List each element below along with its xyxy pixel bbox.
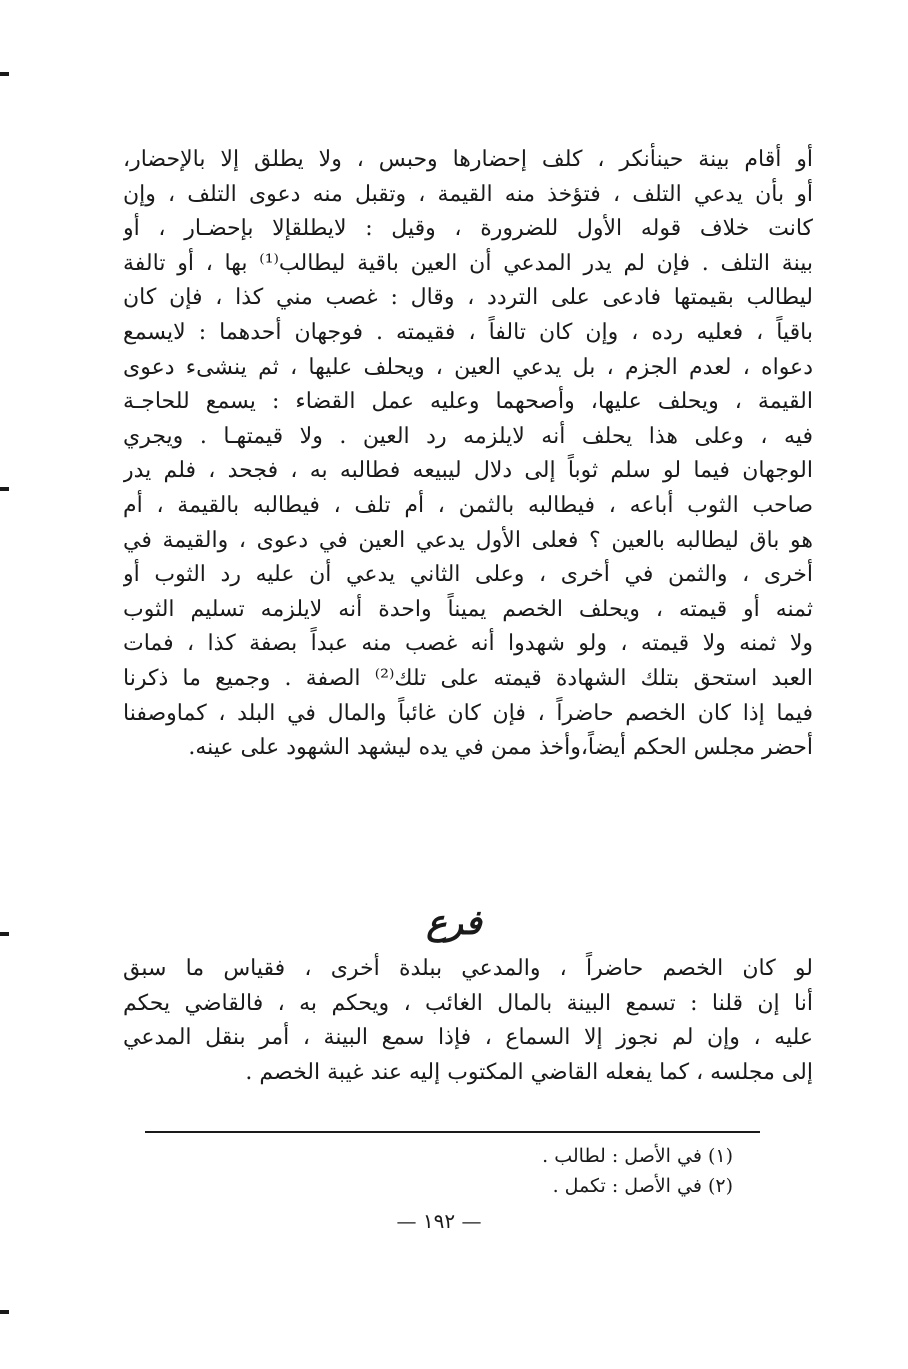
text-line: دعواه ، لعدم الجزم ، بل يدعي العين ، ويحلف عليها ، ثم ينشىء دعوى: [123, 354, 813, 380]
scan-edge-mark: [0, 1310, 9, 1314]
text-line: فيما إذا كان الخصم حاضراً ، فإن كان غائباً والمال في البلد ، كماوصفنا: [123, 700, 813, 726]
text-line: القيمة ، ويحلف عليها، وأصحهما وعليه عمل القضاء : يسمع للحاجـة: [123, 389, 813, 415]
text-line: ثمنه أو قيمته ، ويحلف الخصم يميناً واحدة أنه لايلزمه تسليم الثوب: [123, 596, 813, 622]
text-line: عليه ، وإن لم نجوز إلا السماع ، فإذا سمع البينة ، أمر بنقل المدعي: [123, 1025, 813, 1051]
paragraph-2: [123, 952, 813, 1090]
text-line: أحضر مجلس الحكم أيضاً،وأخذ ممن في يده ليشهد الشهود على عينه.: [188, 735, 813, 761]
text-line: هو باق ليطالبه بالعين ؟ فعلى الأول يدعي العين في دعوى ، والقيمة في: [123, 527, 813, 553]
text-line: العبد استحق بتلك الشهادة قيمته على تلك⁽²⁾ الصفة . وجميع ما ذكرنا: [123, 665, 813, 691]
footnote: (١) في الأصل : لطالب .: [542, 1145, 733, 1167]
scan-edge-mark: [0, 72, 9, 76]
footnote-divider: [145, 1131, 760, 1133]
text-line: أو بأن يدعي التلف ، فتؤخذ منه القيمة ، وتقبل منه دعوى التلف ، وإن: [123, 181, 813, 207]
page-number: — ١٩٢ —: [396, 1209, 482, 1233]
footnotes: [173, 1141, 733, 1201]
text-line: لو كان الخصم حاضراً ، والمدعي ببلدة أخرى ، فقياس ما سبق: [123, 956, 813, 981]
text-line: إلى مجلسه ، كما يفعله القاضي المكتوب إليه عند غيبة الخصم .: [245, 1059, 813, 1085]
scan-edge-mark: [0, 487, 9, 491]
paragraph-1: [123, 143, 813, 766]
text-line: بينة التلف . فإن لم يدر المدعي أن العين باقية ليطالب⁽¹⁾ بها ، أو تالفة: [123, 250, 813, 276]
text-line: أو أقام بينة حينأنكر ، كلف إحضارها وحبس ، ولا يطلق إلا بالإحضار،: [123, 147, 813, 172]
text-line: الوجهان فيما لو سلم ثوباً إلى دلال ليبيعه فطالبه به ، فجحد ، فلم يدر: [123, 458, 813, 484]
text-line: ولا ثمنه ولا قيمته ، ولو شهدوا أنه غصب منه عبداً بصفة كذا ، فمات: [123, 631, 813, 657]
text-line: كانت خلاف قوله الأول للضرورة ، وقيل : لايطلقإلا بإحضـار ، أو: [123, 216, 813, 242]
text-line: أنا إن قلنا : تسمع البينة بالمال الغائب ، ويحكم به ، فالقاضي يحكم: [123, 990, 813, 1016]
text-line: أخرى ، والثمن في أخرى ، وعلى الثاني يدعي أن عليه رد الثوب أو: [123, 562, 813, 588]
text-line: صاحب الثوب أباعه ، فيطالبه بالثمن ، أم تلف ، فيطالبه بالقيمة ، أم: [123, 492, 813, 518]
section-heading: فرع: [426, 903, 482, 943]
text-line: فيه ، وعلى هذا يحلف أنه لايلزمه رد العين . ولا قيمتهـا . ويجري: [123, 423, 813, 449]
text-line: باقياً ، فعليه رده ، وإن كان تالفاً ، فقيمته . فوجهان أحدهما : لايسمع: [123, 319, 813, 345]
text-line: ليطالب بقيمتها فادعى على التردد ، وقال : غصب مني كذا ، فإن كان: [123, 285, 813, 311]
footnote: (٢) في الأصل : تكمل .: [552, 1175, 733, 1197]
